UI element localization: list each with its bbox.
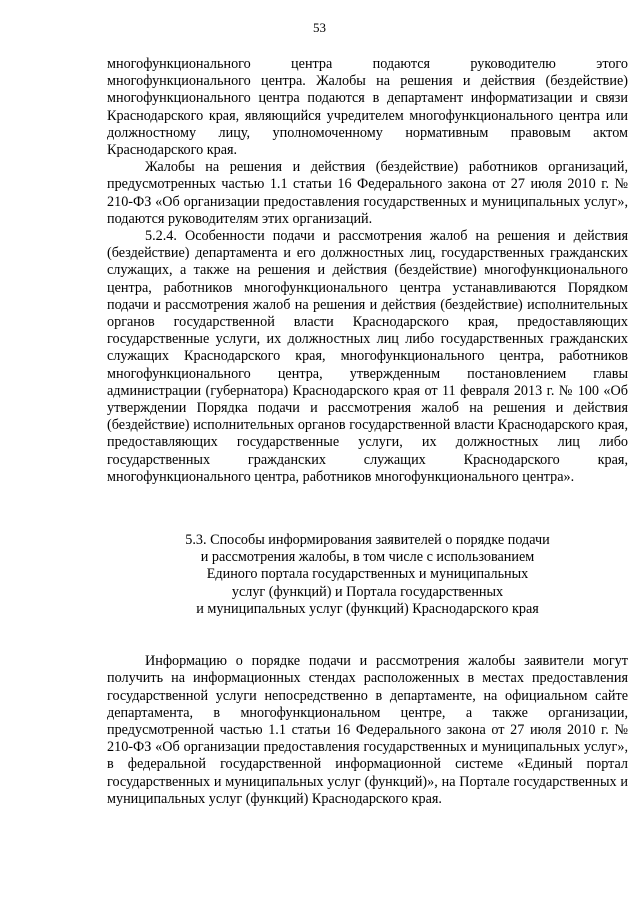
paragraph-information: Информацию о порядке подачи и рассмотрения жалобы заявители могут получить на информационных стендах расположенных в местах предоставления государственной услуги непосредственно в департаменте, на официальном сайте департамента, в многофункциональном центре, а также организации, предусмотренной частью 1.1 статьи 16 Федерального закона от 27 июля 2010 г. № 210-ФЗ «Об организации предоставления государственных и муниципальных услуг», в федеральной государственной информационной системе «Единый портал государственных и муниципальных услуг (функций)», на Портале государственных и муниципальных услуг (функций) Краснодарского края.: [107, 653, 628, 807]
heading-line: услуг (функций) и Портала государственных: [231, 583, 504, 600]
heading-line: Единого портала государственных и муниципальных: [206, 566, 529, 583]
paragraph-complaints-organizations: Жалобы на решения и действия (бездействие) работников организаций, предусмотренных частью 1.1 статьи 16 Федерального закона от 27 июля 2010 г. № 210-ФЗ «Об организации предоставления государственных и муниципальных услуг», подаются руководителям этих организаций.: [107, 159, 628, 227]
paragraph-5-2-4: 5.2.4. Особенности подачи и рассмотрения жалоб на решения и действия (бездействие) департамента и его должностных лиц, государственных гражданских служащих, а также на решения и действия (бездействие) многофункционального центра, работников многофункционального центра устанавливаются Порядком подачи и рассмотрения жалоб на решения и действия (бездействие) исполнительных органов государственной власти Краснодарского края, предоставляющих государственные услуги, их должностных лиц либо государственных гражданских служащих Краснодарского края, многофункционального центра, работников многофункционального центра, утвержденным постановлением главы администрации (губернатора) Краснодарского края от 11 февраля 2013 г. № 100 «Об утверждении Порядка подачи и рассмотрения жалоб на решения и действия (бездействие) исполнительных органов государственной власти Краснодарского края, предоставляющих государственные услуги, их должностных лиц либо государственных гражданских служащих Краснодарского края, многофункционального центра, работников многофункционального центра».: [107, 228, 628, 485]
heading-line: и муниципальных услуг (функций) Краснодарского края: [196, 600, 539, 617]
heading-line: 5.3. Способы информирования заявителей о порядке подачи: [185, 532, 550, 549]
paragraph-continuation: многофункционального центра подаются руководителю этого многофункционального центра. Жалобы на решения и действия (бездействие) многофункционального центра подаются в департамент информатизации и связи Краснодарского края, являющийся учредителем многофункционального центра или должностному лицу, уполномоченному нормативным правовым актом Краснодарского края.: [107, 56, 628, 159]
document-body: [107, 56, 628, 808]
section-heading-5-3: [107, 532, 628, 618]
page-number: 53: [313, 20, 326, 35]
heading-line: и рассмотрения жалобы, в том числе с использованием: [200, 549, 535, 566]
